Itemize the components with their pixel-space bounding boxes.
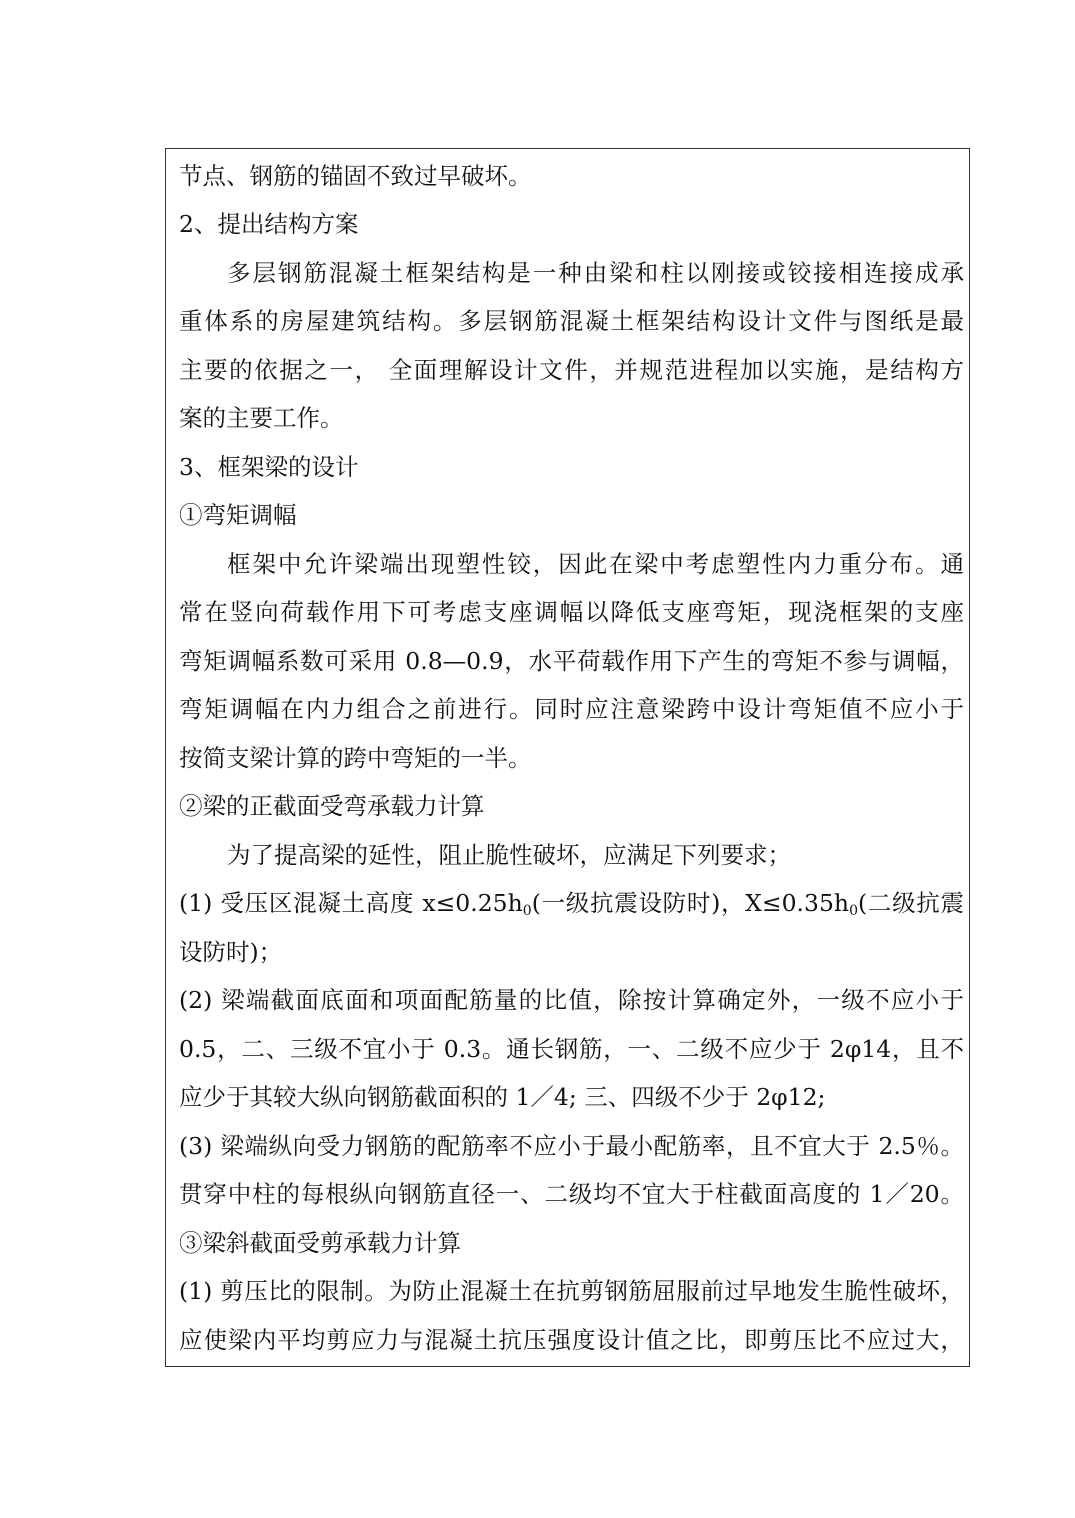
subscript-0: 0 xyxy=(522,903,532,919)
text-line: 框架中允许梁端出现塑性铰，因此在梁中考虑塑性内力重分布。通 xyxy=(227,550,964,578)
formula-text-2: (一级抗震设防时)，X≤0.35h xyxy=(531,889,850,917)
subsection-heading: ①弯矩调幅 xyxy=(179,501,297,529)
text-line: 设防时)； xyxy=(179,938,283,966)
text-line: 应少于其较大纵向钢筋截面积的 1／4; 三、四级不少于 2φ12; xyxy=(179,1083,826,1111)
list-item: (3) 梁端纵向受力钢筋的配筋率不应小于最小配筋率，且不宜大于 2.5％。 xyxy=(179,1132,964,1160)
formula-text-3: (二级抗震 xyxy=(857,889,965,917)
text-line: 0.5，二、三级不宜小于 0.3。通长钢筋，一、二级不应少于 2φ14，且不 xyxy=(179,1035,964,1063)
document-frame xyxy=(165,148,970,1367)
formula-line xyxy=(179,886,964,920)
text-line: 重体系的房屋建筑结构。多层钢筋混凝土框架结构设计文件与图纸是最 xyxy=(179,307,964,335)
text-line: 应使梁内平均剪应力与混凝土抗压强度设计值之比，即剪压比不应过大， xyxy=(179,1326,964,1354)
list-item: (2) 梁端截面底面和项面配筋量的比值，除按计算确定外，一级不应小于 xyxy=(179,986,964,1014)
list-item: (1) 剪压比的限制。为防止混凝土在抗剪钢筋屈服前过早地发生脆性破坏， xyxy=(179,1277,964,1305)
text-line: 节点、钢筋的锚固不致过早破坏。 xyxy=(179,162,532,190)
text-line: 主要的依据之一， 全面理解设计文件，并规范进程加以实施，是结构方 xyxy=(179,356,964,384)
subsection-heading: ②梁的正截面受弯承载力计算 xyxy=(179,792,485,820)
text-line: 按简支梁计算的跨中弯矩的一半。 xyxy=(179,744,532,772)
text-line: 案的主要工作。 xyxy=(179,404,344,432)
text-line: 弯矩调幅在内力组合之前进行。同时应注意梁跨中设计弯矩值不应小于 xyxy=(179,695,964,723)
formula-text-1: (1) 受压区混凝土高度 x≤0.25h xyxy=(179,889,523,917)
section-heading: 2、提出结构方案 xyxy=(179,210,359,238)
subscript-0: 0 xyxy=(849,903,858,919)
text-line: 常在竖向荷载作用下可考虑支座调幅以降低支座弯矩，现浇框架的支座 xyxy=(179,598,964,626)
text-line: 多层钢筋混凝土框架结构是一种由梁和柱以刚接或铰接相连接成承 xyxy=(227,259,964,287)
text-line: 贯穿中柱的每根纵向钢筋直径一、二级均不宜大于柱截面高度的 1／20。 xyxy=(179,1180,964,1208)
text-line: 弯矩调幅系数可采用 0.8—0.9，水平荷载作用下产生的弯矩不参与调幅， xyxy=(179,647,964,675)
text-line: 为了提高梁的延性，阻止脆性破坏，应满足下列要求； xyxy=(227,841,791,869)
subsection-heading: ③梁斜截面受剪承载力计算 xyxy=(179,1229,461,1257)
section-heading: 3、框架梁的设计 xyxy=(179,453,359,481)
